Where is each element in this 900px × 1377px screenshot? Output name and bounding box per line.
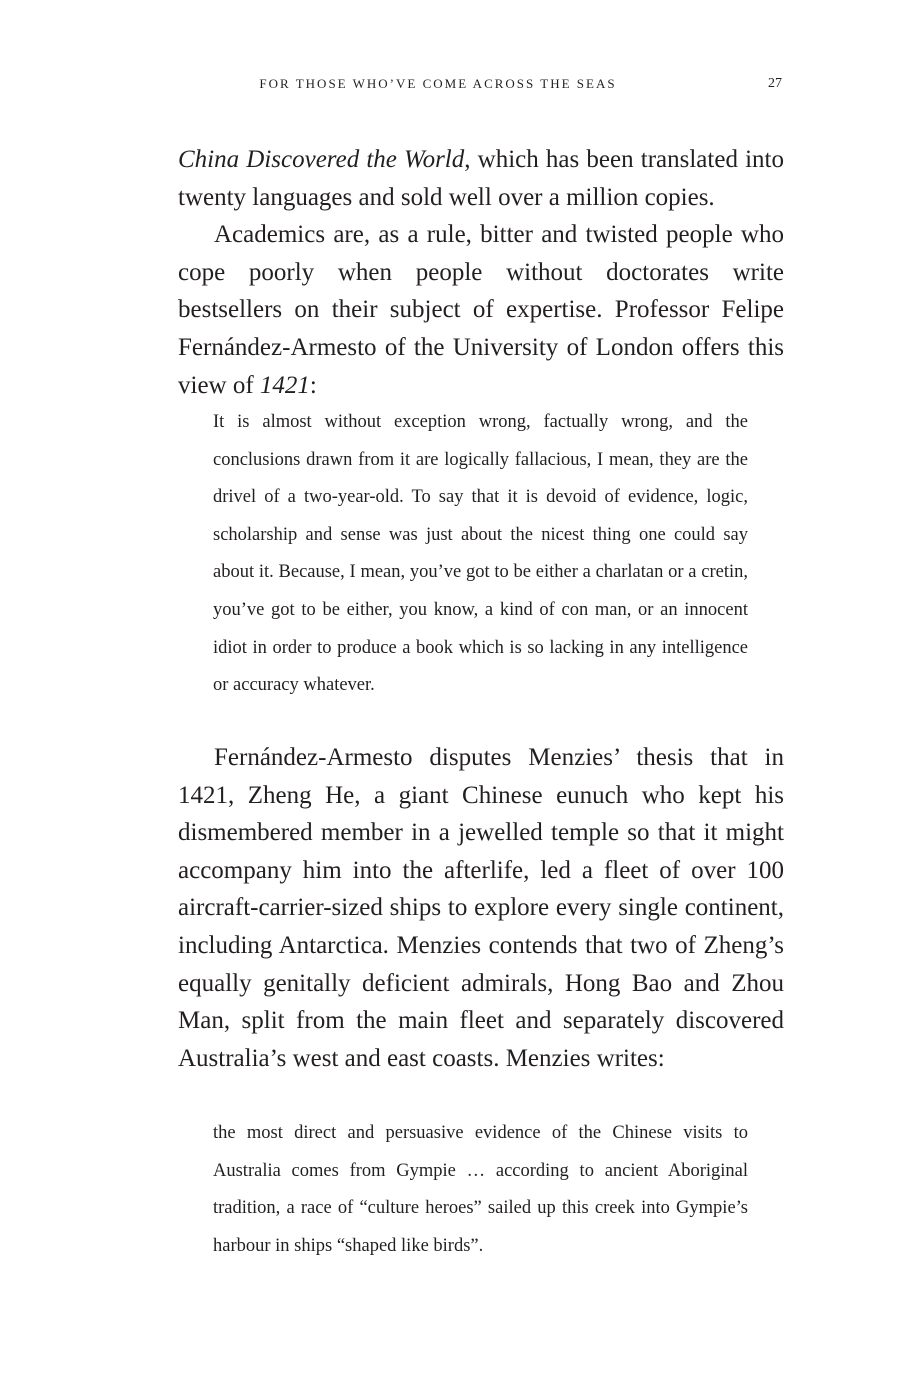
paragraph-continued <box>178 141 784 216</box>
paragraph-academics-colon: : <box>309 371 317 399</box>
block-quote-fernandez-armesto: It is almost without exception wrong, factually wrong, and the conclusions drawn from it are logically fallacious, I mean, they are the drivel of a two-year-old. To say that it is devoid of evidence, logic, scholarship and sense was just about the nicest thing one could say about it. Because, I mean, you’ve got to be either a charlatan or a cretin, you’ve got to be either, you know, a kind of con man, or an innocent idiot in order to produce a book which is so lacking in any intelligence or accuracy whatever. <box>213 412 748 696</box>
page-number: 27 <box>768 76 782 91</box>
paragraph-academics-text: Academics are, as a rule, bitter and twisted people who cope poorly when people without doctorates write bestsellers on their subject of expertise. Professor Felipe Fernández-Armesto of the University of London offers this view of <box>178 221 784 399</box>
paragraph-continued-text: , which has been translated into twenty languages and sold well over a million copies. <box>178 146 784 211</box>
book-title-1421: 1421 <box>259 371 310 399</box>
book-title: China Discovered the World <box>178 146 465 173</box>
paragraph-academics <box>178 216 784 404</box>
body-text-middle <box>178 739 784 1077</box>
running-title: FOR THOSE WHO’VE COME ACROSS THE SEAS <box>259 76 617 91</box>
block-quote-menzies: the most direct and persuasive evidence of the Chinese visits to Australia comes from Gympie … according to ancient Aboriginal tradition, a race of “culture heroes” sailed up this creek into Gympie’s harbour in ships “shaped like birds”. <box>213 1123 748 1256</box>
paragraph-menzies-thesis: Fernández-Armesto disputes Menzies’ thesis that in 1421, Zheng He, a giant Chinese eunuch who kept his dismembered member in a jewelled temple so that it might accompany him into the afterlife, led a fleet of over 100 aircraft-carrier-sized ships to explore every single continent, including Antarctica. Menzies contends that two of Zheng’s equally genitally deficient admirals, Hong Bao and Zhou Man, split from the main fleet and separately discovered Australia’s west and east coasts. Menzies writes: <box>178 744 784 1072</box>
running-head <box>178 74 784 94</box>
body-text-top <box>178 141 784 404</box>
